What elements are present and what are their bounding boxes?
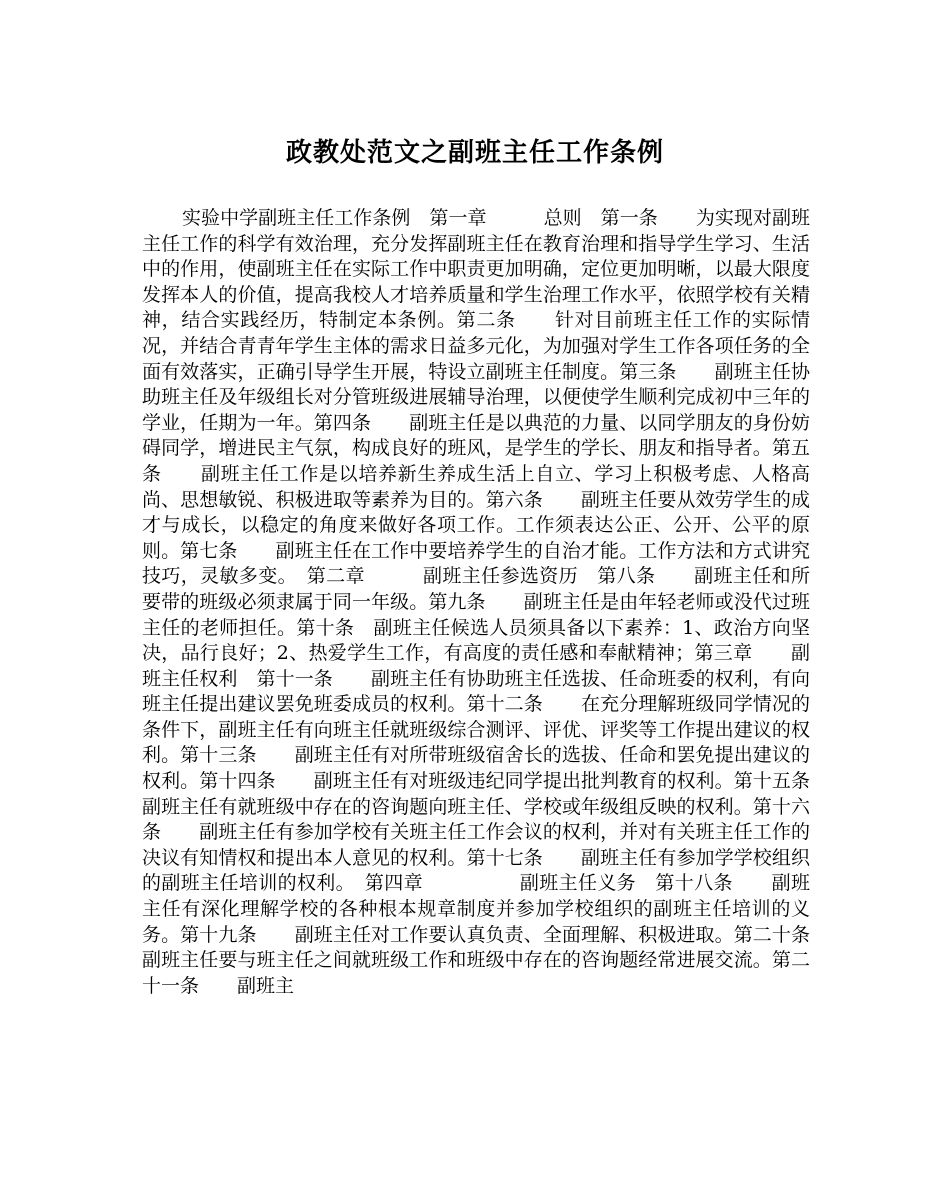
document-title: 政教处范文之副班主任工作条例 bbox=[285, 138, 664, 168]
document-body-paragraph bbox=[142, 206, 849, 999]
document-body-text: 实验中学副班主任工作条例 第一章 总则 第一条 为实现对副班主任工作的科学有效治理，充分发挥副班主任在教育治理和指导学生学习、生活中的作用，使副班主任在实际工作中职责更加明确，定位更加明晰，以最大限度发挥本人的价值，提高我校人才培养质量和学生治理工作水平，依照学校有关精神，结合实践经历，特制定本条例。第二条 针对目前班主任工作的实际情况，并结合青青年学生主体的需求日益多元化，为加强对学生工作各项任务的全面有效落实，正确引导学生开展，特设立副班主任制度。第三条 副班主任协助班主任及年级组长对分管班级进展辅导治理，以便使学生顺利完成初中三年的学业，任期为一年。第四条 副班主任是以典范的力量、以同学朋友的身份妨碍同学，增进民主气氛，构成良好的班风，是学生的学长、朋友和指导者。第五条 副班主任工作是以培养新生养成生活上自立、学习上积极考虑、人格高尚、思想敏锐、积极进取等素养为目的。第六条 副班主任要从效劳学生的成才与成长，以稳定的角度来做好各项工作。工作须表达公正、公开、公平的原则。第七条 副班主任在工作中要培养学生的自治才能。工作方法和方式讲究技巧，灵敏多变。 第二章 副班主任参选资历 第八条 副班主任和所要带的班级必须隶属于同一年级。第九条 副班主任是由年轻老师或没代过班主任的老师担任。第十条 副班主任候选人员须具备以下素养：1、政治方向坚决，品行良好；2、热爱学生工作，有高度的责任感和奉献精神；第三章 副班主任权利 第十一条 副班主任有协助班主任选拔、任命班委的权利，有向班主任提出建议罢免班委成员的权利。第十二条 在充分理解班级同学情况的条件下，副班主任有向班主任就班级综合测评、评优、评奖等工作提出建议的权利。第十三条 副班主任有对所带班级宿舍长的选拔、任命和罢免提出建议的权利。第十四条 副班主任有对班级违纪同学提出批判教育的权利。第十五条 副班主任有就班级中存在的咨询题向班主任、学校或年级组反映的权利。第十六条 副班主任有参加学校有关班主任工作会议的权利，并对有关班主任工作的决议有知情权和提出本人意见的权利。第十七条 副班主任有参加学学校组织的副班主任培训的权利。 第四章 副班主任义务 第十八条 副班主任有深化理解学校的各种根本规章制度并参加学校组织的副班主任培训的义务。第十九条 副班主任对工作要认真负责、全面理解、积极进取。第二十条 副班主任要与班主任之间就班级工作和班级中存在的咨询题经常进展交流。第二十一条 副班主 bbox=[142, 207, 849, 997]
